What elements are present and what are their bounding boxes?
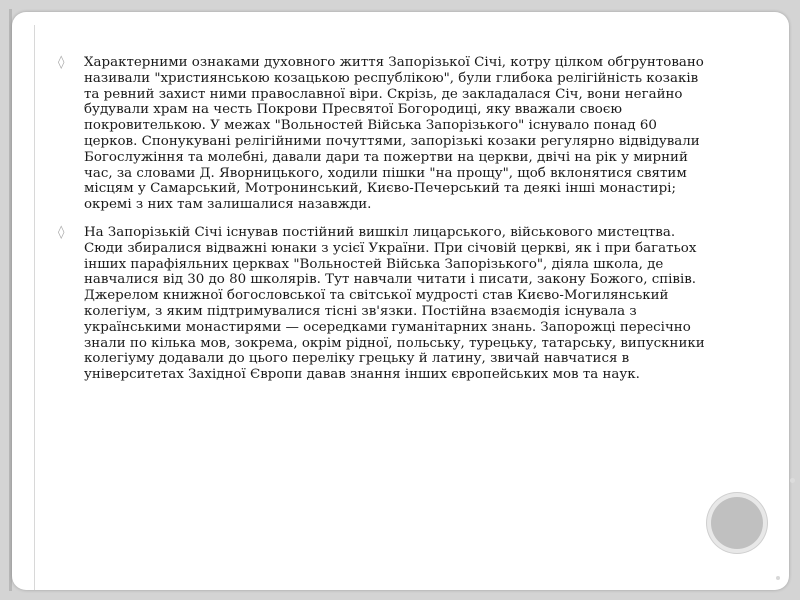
bullet-paragraph-education bbox=[58, 225, 708, 383]
slide-card bbox=[12, 12, 789, 590]
bullet-text: Характерними ознаками духовного життя Запорізької Січі, котру цілком обгрунтовано називали "християнською козацькою республікою", були глибока релігійність козаків та ревний захист ними православної віри. Скрізь, де закладалася Січ, вони негайно будували храм на честь Покрови Пресвятої Богородиці, яку вважали своєю покровителькою. У межах "Вольностей Війська Запорізького" існувало понад 60 церков. Спонукувані релігійними почуттями, запорізькі козаки регулярно відвідували Богослужіння та молебні, давали дари та пожертви на церкви, двічі на рік у мирний час, за словами Д. Яворницького, ходили пішки "на прощу", щоб вклонятися святим місцям у Самарський, Мотронинський, Києво-Печерський та деякі інші монастирі; окремі з них там залишалися назавжди. bbox=[84, 55, 704, 213]
diamond-bullet-icon: ◊ bbox=[58, 55, 65, 70]
bullet-paragraph-religion bbox=[58, 55, 708, 213]
decorative-dot bbox=[776, 576, 780, 580]
decorative-dot bbox=[790, 478, 795, 483]
slide-frame-line bbox=[34, 25, 35, 590]
diamond-bullet-icon: ◊ bbox=[58, 224, 65, 240]
bullet-text: На Запорізькій Січі існував постійний вишкіл лицарського, військового мистецтва. Сюди збиралися відважні юнаки з усієї України. При січовій церкві, як і при багатьох інших парафіяльних церквах "Вольностей Війська Запорізького", діяла школа, де навчалися від 30 до 80 школярів. Тут навчали читати і писати, закону Божого, співів. Джерелом книжної богословської та світської мудрості став Києво-Могилянський колегіум, з яким підтримувалися тісні зв'язки. Постійна взаємодія існувала з українськими монастирями — осередками гуманітарних знань. Запорожці пересічно знали по кілька мов, зокрема, окрім рідної, польську, турецьку, татарську, випускники колегіуму додавали до цього переліку грецьку й латину, звичай навчатися в університетах Західної Європи давав знання інших європейських мов та наук. bbox=[84, 224, 705, 383]
decorative-circle bbox=[711, 497, 763, 549]
slide-content bbox=[58, 55, 708, 395]
